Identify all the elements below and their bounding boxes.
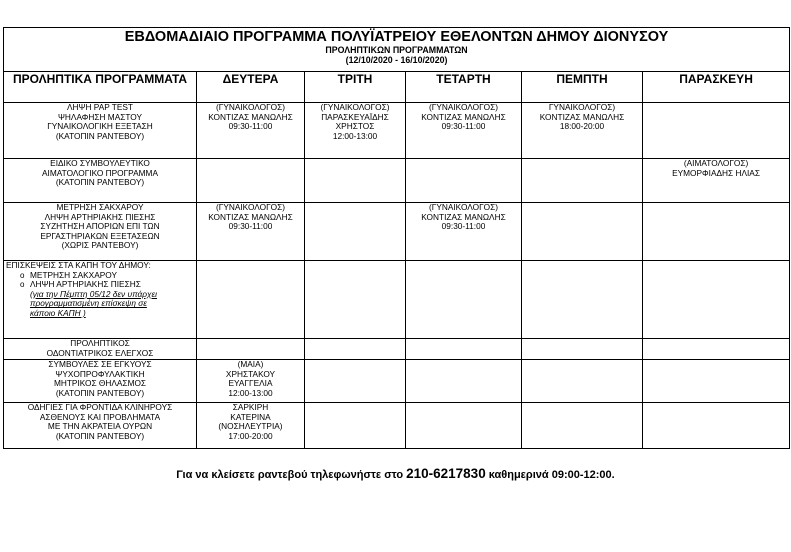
day-cell xyxy=(406,339,522,360)
day-cell xyxy=(406,103,522,159)
footer-text-before: Για να κλείσετε ραντεβού τηλεφωνήστε στο xyxy=(176,469,407,481)
day-cell xyxy=(197,159,305,203)
schedule-rows-a xyxy=(4,103,790,261)
program-line: ΕΡΓΑΣΤΗΡΙΑΚΩΝ ΕΞΕΤΑΣΕΩΝ xyxy=(40,230,160,241)
day-cell-line: ΧΡΗΣΤΟΣ xyxy=(335,121,375,132)
day-cell-line: ΧΡΗΣΤΑΚΟΥ xyxy=(225,368,276,379)
day-cell-line: 12:00-13:00 xyxy=(228,387,273,398)
col-header-friday: ΠΑΡΑΣΚΕΥΗ xyxy=(643,72,790,103)
day-cell-line: 18:00-20:00 xyxy=(559,121,605,132)
visits-note-line: (για την Πέμπτη 05/12 δεν υπάρχει xyxy=(30,288,158,299)
program-cell xyxy=(4,103,197,159)
day-cell xyxy=(643,403,790,449)
day-cell xyxy=(305,103,406,159)
page-title: ΕΒΔΟΜΑΔΙΑΙΟ ΠΡΟΓΡΑΜΜΑ ΠΟΛΥΪΑΤΡΕΙΟΥ ΕΘΕΛΟΝΤΩΝ ΔΗΜΟΥ ΔΙΟΝΥΣΟΥ xyxy=(124,29,669,45)
day-cell-line: ΕΥΑΓΓΕΛΙΑ xyxy=(228,378,273,389)
date-range: (12/10/2020 - 16/10/2020) xyxy=(345,55,448,65)
table-row xyxy=(4,339,790,360)
day-cell-line: (ΓΥΝΑΙΚΟΛΟΓΟΣ) xyxy=(320,102,390,112)
visits-cell xyxy=(4,261,197,339)
day-cell xyxy=(643,103,790,159)
day-cell-line: (ΓΥΝΑΙΚΟΛΟΓΟΣ) xyxy=(428,102,499,112)
day-cell xyxy=(197,360,305,403)
day-cell xyxy=(522,403,643,449)
col-header-wednesday: ΤΕΤΑΡΤΗ xyxy=(406,72,522,103)
day-cell-line: ΕΥΜΟΡΦΙΑΔΗΣ ΗΛΙΑΣ xyxy=(672,167,760,178)
day-cell-line: (ΑΙΜΑΤΟΛΟΓΟΣ) xyxy=(683,158,749,168)
day-cell-line: ΚΑΤΕΡΙΝΑ xyxy=(230,411,271,422)
program-cell xyxy=(4,203,197,261)
visits-heading: ΕΠΙΣΚΕΨΕΙΣ ΣΤΑ ΚΑΠΗ ΤΟΥ ΔΗΜΟΥ: xyxy=(6,260,151,270)
program-line: ΑΙΜΑΤΟΛΟΓΙΚΟ ΠΡΟΓΡΑΜΜΑ xyxy=(42,167,158,178)
footer-text-after: καθημερινά 09:00-12:00. xyxy=(485,469,615,481)
schedule-table xyxy=(3,27,790,449)
table-row-visits xyxy=(4,261,790,339)
program-cell xyxy=(4,403,197,449)
program-cell xyxy=(4,339,197,360)
day-cell xyxy=(643,261,790,339)
table-row xyxy=(4,403,790,449)
program-line: (ΧΩΡΙΣ ΡΑΝΤΕΒΟΥ) xyxy=(61,240,139,251)
day-cell-line: (ΓΥΝΑΙΚΟΛΟΓΟΣ) xyxy=(215,102,286,112)
table-row xyxy=(4,360,790,403)
program-line: ΓΥΝΑΙΚΟΛΟΓΙΚΗ ΕΞΕΤΑΣΗ xyxy=(47,121,153,132)
day-cell xyxy=(643,203,790,261)
day-cell xyxy=(305,261,406,339)
program-line: ΠΡΟΛΗΠΤΙΚΟΣ xyxy=(70,338,130,348)
day-cell-line: 09:30-11:00 xyxy=(228,221,273,232)
day-cell-line: ΚΟΝΤΙΖΑΣ ΜΑΝΩΛΗΣ xyxy=(539,111,625,122)
program-line: ΣΥΖΗΤΗΣΗ ΑΠΟΡΙΩΝ ΕΠΙ ΤΩΝ xyxy=(40,221,160,232)
day-cell-line: 12:00-13:00 xyxy=(332,130,378,141)
footer-phone: 210-6217830 xyxy=(406,466,486,481)
day-cell xyxy=(643,339,790,360)
visits-note-line: κάποιο ΚΑΠΗ ) xyxy=(30,307,86,318)
program-line: ΛΗΨΗ PAP TEST xyxy=(67,102,133,112)
program-line: ΟΔΗΓΙΕΣ ΓΙΑ ΦΡΟΝΤΙΔΑ ΚΛΙΝΗΡΟΥΣ xyxy=(27,402,173,412)
schedule-rows-b xyxy=(4,339,790,449)
day-cell xyxy=(522,103,643,159)
program-line: ΨΥΧΟΠΡΟΦΥΛΑΚΤΙΚΗ xyxy=(55,368,145,379)
day-cell xyxy=(305,360,406,403)
day-cell-line: (ΝΟΣΗΛΕΥΤΡΙΑ) xyxy=(218,421,283,432)
day-cell-line: ΓΥΝΑΙΚΟΛΟΓΟΣ) xyxy=(548,102,616,112)
day-cell-line: 09:30-11:00 xyxy=(441,221,486,232)
header-row xyxy=(4,72,790,103)
program-cell xyxy=(4,159,197,203)
col-header-monday: ΔΕΥΤΕΡΑ xyxy=(197,72,305,103)
program-line: ΕΙΔΙΚΟ ΣΥΜΒΟΥΛΕΥΤΙΚΟ xyxy=(50,158,150,168)
table-row xyxy=(4,203,790,261)
day-cell xyxy=(197,403,305,449)
visits-list xyxy=(6,271,195,290)
table-row xyxy=(4,103,790,159)
day-cell xyxy=(522,339,643,360)
day-cell xyxy=(197,261,305,339)
page-subtitle: ΠΡΟΛΗΠΤΙΚΩΝ ΠΡΟΓΡΑΜΜΑΤΩΝ xyxy=(325,45,468,55)
day-cell-line: ΚΟΝΤΙΖΑΣ ΜΑΝΩΛΗΣ xyxy=(421,111,506,122)
day-cell-line: ΚΟΝΤΙΖΑΣ ΜΑΝΩΛΗΣ xyxy=(421,211,506,222)
col-header-programs: ΠΡΟΛΗΠΤΙΚΑ ΠΡΟΓΡΑΜΜΑΤΑ xyxy=(4,72,197,103)
day-cell xyxy=(406,403,522,449)
col-header-tuesday: ΤΡΙΤΗ xyxy=(305,72,406,103)
day-cell xyxy=(406,159,522,203)
schedule-sheet xyxy=(3,27,789,449)
day-cell xyxy=(522,159,643,203)
day-cell xyxy=(406,261,522,339)
program-line: (ΚΑΤΟΠΙΝ ΡΑΝΤΕΒΟΥ) xyxy=(55,387,145,398)
visits-item: o ΛΗΨΗ ΑΡΤΗΡΙΑΚΗΣ ΠΙΕΣΗΣ xyxy=(20,280,195,290)
visits-item: o ΜΕΤΡΗΣΗ ΣΑΚΧΑΡΟΥ xyxy=(20,271,195,281)
program-line: (ΚΑΤΟΠΙΝ ΡΑΝΤΕΒΟΥ) xyxy=(55,430,145,441)
day-cell xyxy=(305,403,406,449)
day-cell-line: 17:00-20:00 xyxy=(228,430,273,441)
day-cell xyxy=(643,360,790,403)
day-cell xyxy=(305,159,406,203)
program-line: (ΚΑΤΟΠΙΝ ΡΑΝΤΕΒΟΥ) xyxy=(55,177,145,188)
program-line: ΜΕΤΡΗΣΗ ΣΑΚΧΑΡΟΥ xyxy=(56,202,144,212)
program-line: ΑΣΘΕΝΟΥΣ ΚΑΙ ΠΡΟΒΛΗΜΑΤΑ xyxy=(39,411,161,422)
day-cell xyxy=(522,261,643,339)
day-cell-line: 09:30-11:00 xyxy=(228,121,273,132)
title-row xyxy=(4,28,790,72)
day-cell xyxy=(197,339,305,360)
day-cell-line: (ΓΥΝΑΙΚΟΛΟΓΟΣ) xyxy=(428,202,499,212)
program-line: ΜΕ ΤΗΝ ΑΚΡΑΤΕΙΑ ΟΥΡΩΝ xyxy=(47,421,153,432)
day-cell-line: (ΜΑΙΑ) xyxy=(237,359,264,369)
day-cell xyxy=(406,203,522,261)
day-cell-line: ΠΑΡΑΣΚΕΥΑΪΔΗΣ xyxy=(321,111,389,122)
day-cell xyxy=(305,339,406,360)
program-line: ΜΗΤΡΙΚΟΣ ΘΗΛΑΣΜΟΣ xyxy=(53,378,147,389)
program-cell xyxy=(4,360,197,403)
day-cell xyxy=(643,159,790,203)
day-cell xyxy=(522,203,643,261)
table-row xyxy=(4,159,790,203)
day-cell xyxy=(522,360,643,403)
program-line: ΛΗΨΗ ΑΡΤΗΡΙΑΚΗΣ ΠΙΕΣΗΣ xyxy=(44,211,156,222)
title-cell xyxy=(4,28,790,72)
program-line: ΣΥΜΒΟΥΛΕΣ ΣΕ ΕΓΚΥΟΥΣ xyxy=(48,359,152,369)
day-cell-line: ΚΟΝΤΙΖΑΣ ΜΑΝΩΛΗΣ xyxy=(208,211,293,222)
day-cell-line: ΚΟΝΤΙΖΑΣ ΜΑΝΩΛΗΣ xyxy=(208,111,293,122)
program-line: ΨΗΛΑΦΗΣΗ ΜΑΣΤΟΥ xyxy=(57,111,142,122)
day-cell xyxy=(197,203,305,261)
day-cell-line: 09:30-11:00 xyxy=(441,121,486,132)
visits-note-line: προγραμματισμένη επίσκεψη σε xyxy=(30,298,147,309)
program-line: (ΚΑΤΟΠΙΝ ΡΑΝΤΕΒΟΥ) xyxy=(55,130,145,141)
day-cell xyxy=(406,360,522,403)
program-line: ΟΔΟΝΤΙΑΤΡΙΚΟΣ ΕΛΕΓΧΟΣ xyxy=(46,347,154,358)
day-cell-line: (ΓΥΝΑΙΚΟΛΟΓΟΣ) xyxy=(215,202,286,212)
footer-note xyxy=(0,466,791,481)
day-cell xyxy=(197,103,305,159)
col-header-thursday: ΠΕΜΠΤΗ xyxy=(522,72,643,103)
day-cell xyxy=(305,203,406,261)
day-cell-line: ΣΑΡΚΙΡΗ xyxy=(232,402,269,412)
